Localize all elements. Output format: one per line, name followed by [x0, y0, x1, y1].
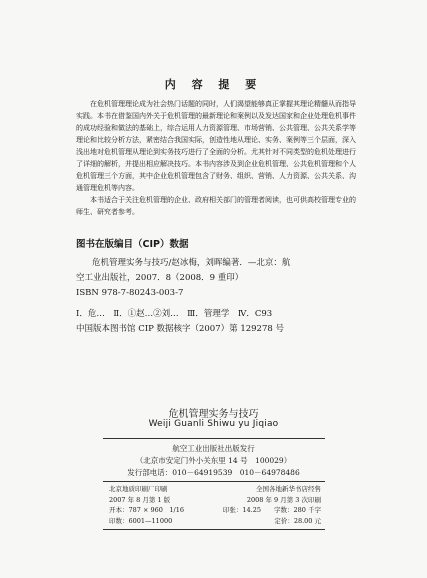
cip-line-publisher: 空工业出版社，2007．8（2008．9 重印） [76, 273, 244, 283]
cip-line-isbn: ISBN 978-7-80243-003-7 [76, 288, 184, 298]
summary-body [76, 98, 356, 218]
divider-bottom [103, 529, 325, 530]
format: 开本：787 × 960 1/16 [109, 506, 184, 514]
publisher-name: 航空工业出版社出版发行 [172, 444, 255, 453]
book-title-pinyin: Weiji Guanli Shiwu yu Jiqiao [148, 419, 279, 429]
print-specs [103, 484, 325, 526]
printing: 2008 年 9 月第 3 次印刷 [246, 495, 321, 504]
cip-line-classification: Ⅰ．危… Ⅱ．①赵…②刘… Ⅲ．管理学 Ⅳ．C93 [76, 309, 273, 319]
cip-title: 图书在版编目（CIP）数据 [76, 239, 189, 250]
publisher-address: （北京市安定门外小关东里 14 号 100029） [135, 456, 292, 465]
divider-top [103, 438, 325, 439]
spec-row [103, 484, 325, 495]
sheets-and-words: 印张：14.25 字数：280 千字 [222, 506, 321, 514]
publisher-phones: 发行部电话：010－64919539 010－64978486 [127, 468, 300, 477]
cip-line-title: 危机管理实务与技巧/赵冰梅，刘晖编著．—北京：航 [92, 258, 291, 268]
printer: 北京地质印刷厂印刷 [109, 485, 168, 493]
edition: 2007 年 8 月第 1 版 [109, 495, 171, 504]
cip-block [76, 256, 366, 337]
price: 定价：28.00 元 [274, 516, 321, 525]
cip-line-record: 中国版本图书馆 CIP 数据核字（2007）第 129278 号 [76, 324, 284, 334]
spec-row [103, 505, 325, 516]
summary-paragraph: 在危机管理理论成为社会热门话题的同时，人们渴望能够真正掌握其理论精髓从而指导实践。本书在借鉴国内外关于危机管理的最新理论和案例以及发达国家和企业处理危机事件的成功经验和做法的基础上，综合运用人力资源管理、市场营销、公共管理、公共关系学等理论和比较分析方法，紧密结合我国实际，创造性地从理论、实务、案例等三个层面，深入浅出地对危机管理从理论到实务技巧进行了全面的分析。尤其针对不同类型的危机处理进行了详细的解析，并提出相应解决技巧。本书内容涉及到企业危机管理、公共危机管理和个人危机管理三个方面，其中企业危机管理包含了财务、组织、营销、人力资源、公共关系、沟通管理危机等内容。 [76, 100, 356, 192]
print-run: 印数：6001—11000 [109, 516, 173, 525]
summary-paragraph: 本书适合于关注危机管理的企业、政府相关部门的管理者阅读，也可供高校管理专业的师生、研究者参考。 [76, 196, 356, 216]
divider-middle [103, 481, 325, 482]
spec-row [103, 516, 325, 527]
summary-title: 内 容 提 要 [164, 78, 263, 91]
distributor: 全国各地新华书店经售 [256, 485, 321, 493]
book-title-chinese: 危机管理实务与技巧 [168, 409, 259, 420]
spec-row [103, 495, 325, 506]
